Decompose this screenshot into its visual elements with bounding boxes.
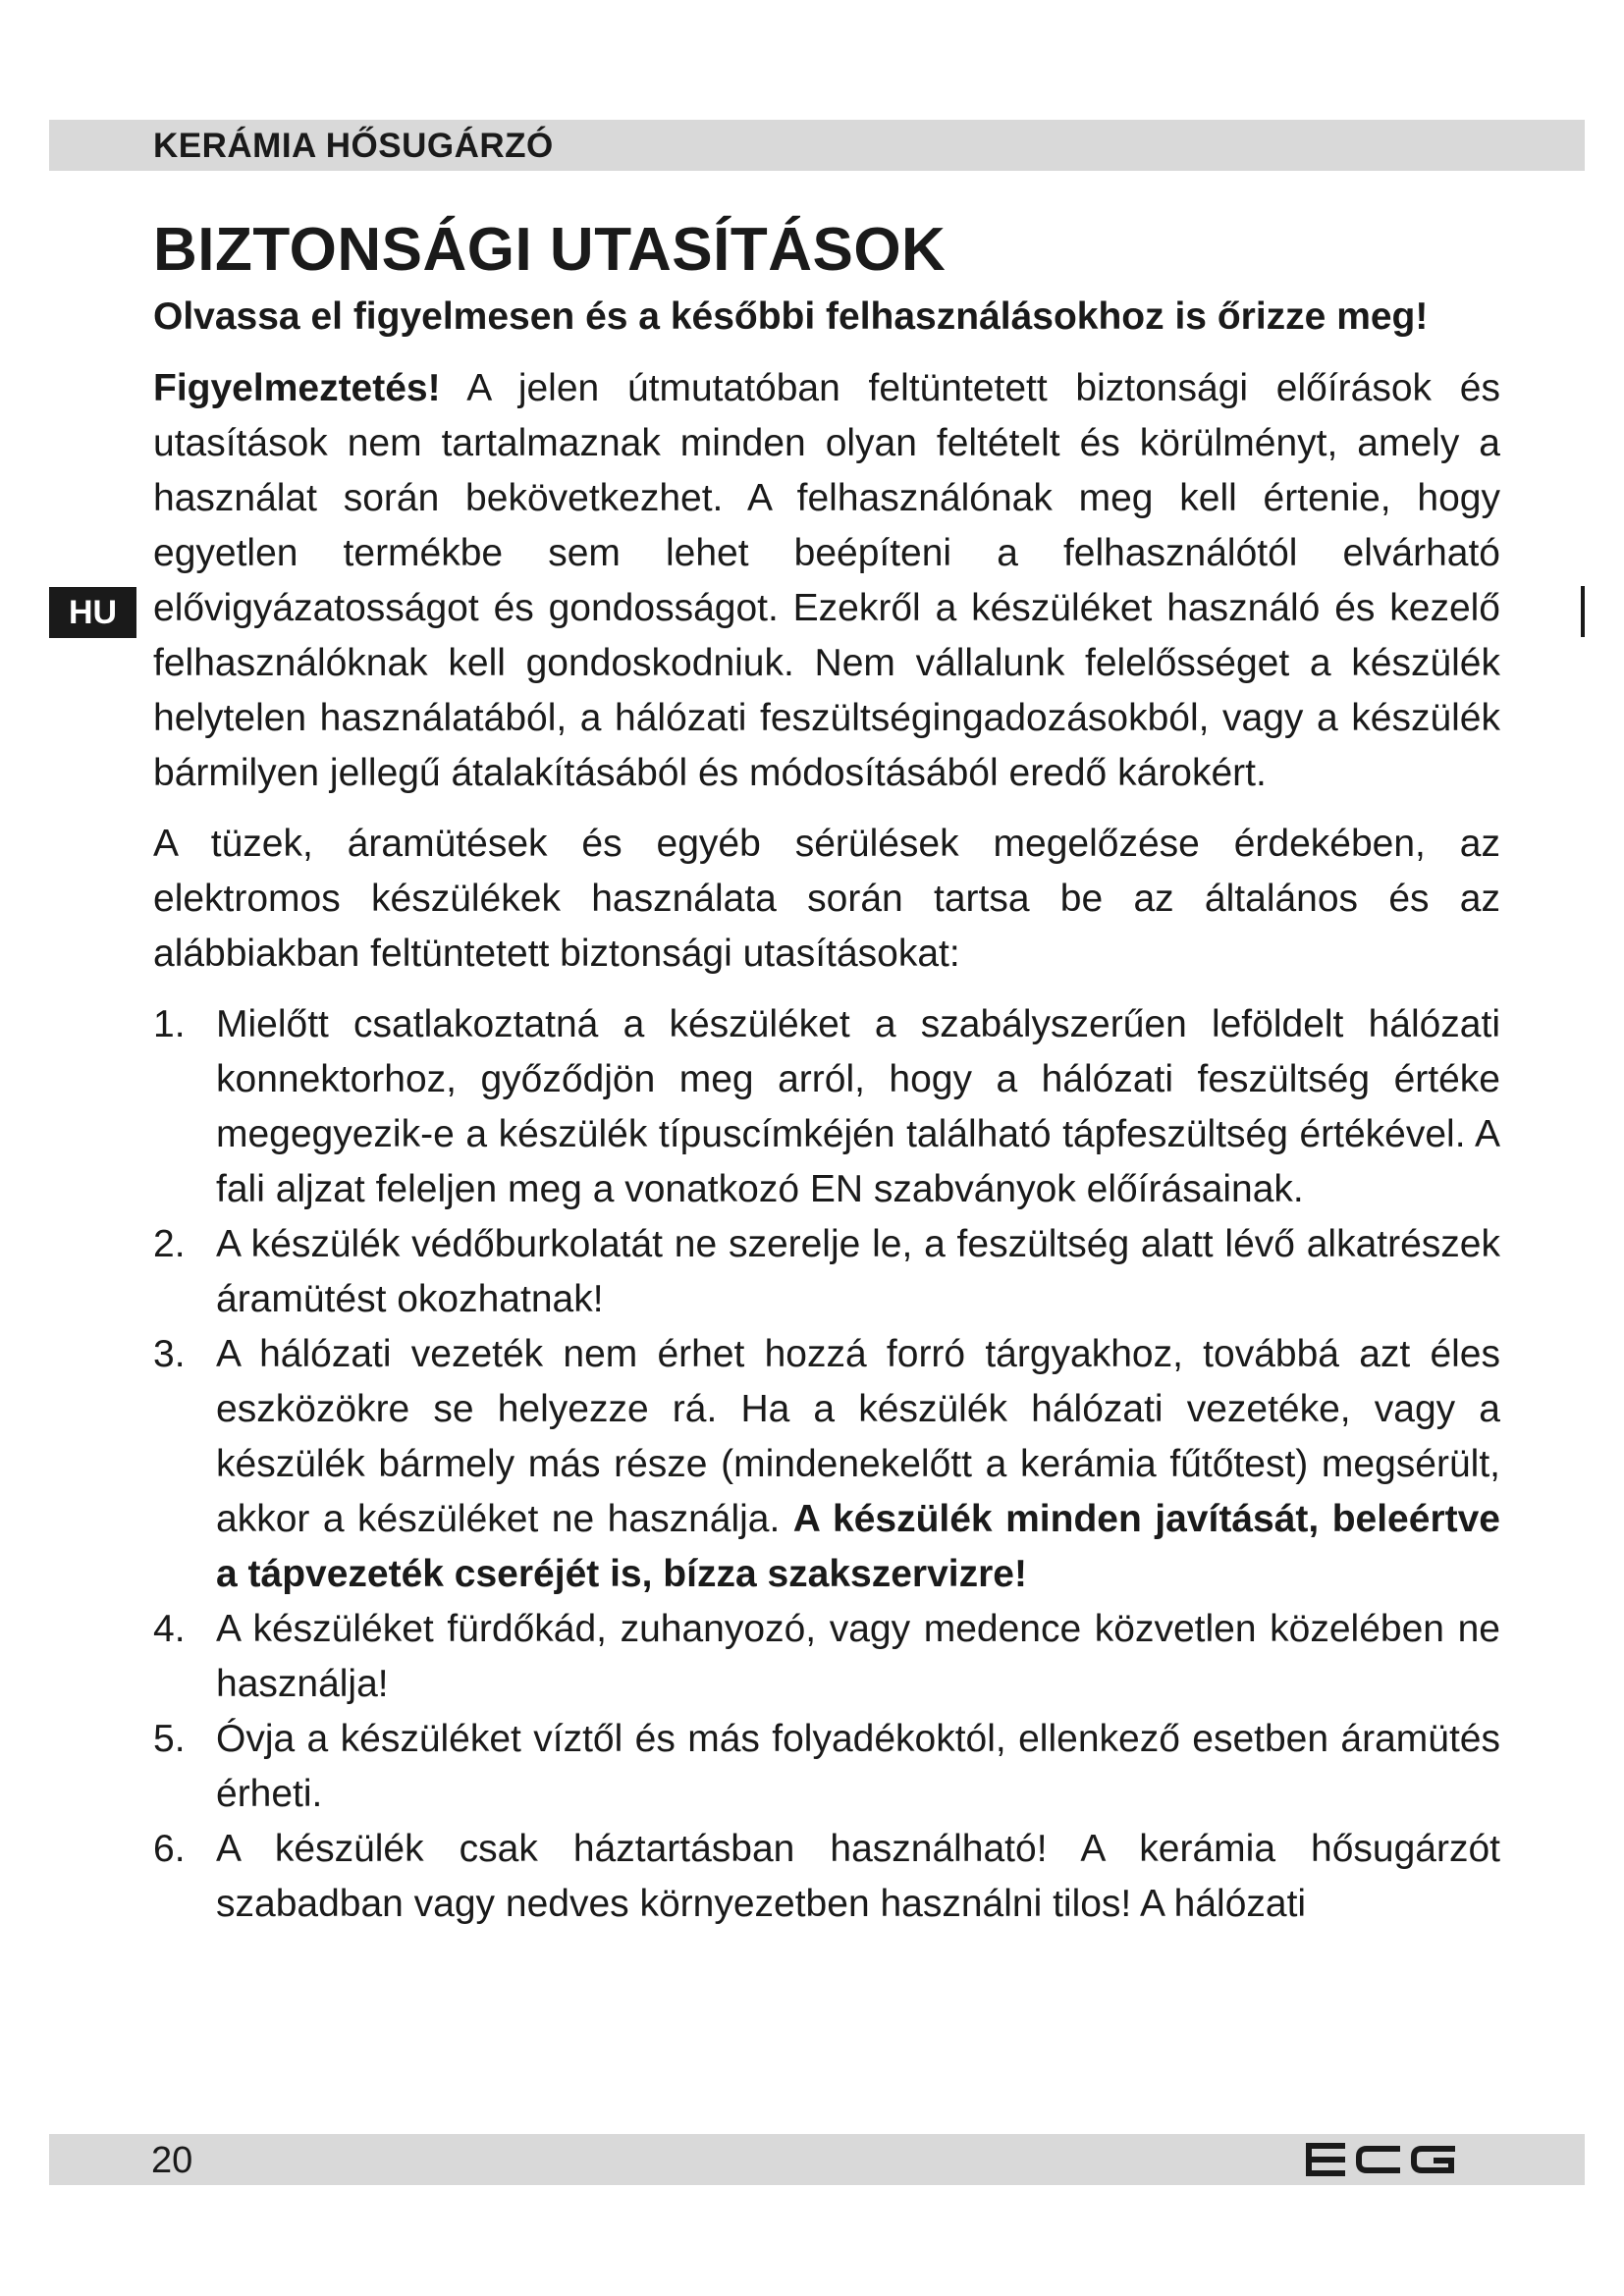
list-item	[153, 1217, 1500, 1327]
warning-label: Figyelmeztetés!	[153, 367, 441, 409]
margin-marker	[1581, 586, 1585, 637]
main-content	[153, 216, 1500, 1932]
list-item	[153, 1712, 1500, 1822]
intro-paragraph: A tüzek, áramütések és egyéb sérülések megelőzése érdekében, az elektromos készülékek használata során tartsa be az általános és az alábbiakban feltüntetett biztonsági utasításokat:	[153, 823, 1500, 975]
item-number: 4.	[153, 1608, 186, 1650]
list-item	[153, 1602, 1500, 1712]
item-text: Óvja a készüléket víztől és más folyadékoktól, ellenkező esetben áramütés érheti.	[216, 1718, 1500, 1815]
list-item	[153, 1327, 1500, 1602]
page-title: BIZTONSÁGI UTASÍTÁSOK	[153, 216, 947, 284]
item-text: A hálózati vezeték nem érhet hozzá forró tárgyakhoz, továbbá azt éles eszközökre se helyezze rá. Ha a készülék hálózati vezetéke, vagy a készülék bármely más része (mindenekelőtt a kerámia fűtőtest) megsérült, akkor a készüléket ne használja.	[216, 1333, 1500, 1540]
item-text: A készülék csak háztartásban használható! A kerámia hősugárzót szabadban vagy nedves környezetben használni tilos! A hálózati	[216, 1828, 1500, 1925]
item-number: 2.	[153, 1223, 186, 1265]
safety-rules-list	[153, 997, 1500, 1932]
item-text: A készülék védőburkolatát ne szerelje le, a feszültség alatt lévő alkatrészek áramütést okozhatnak!	[216, 1223, 1500, 1320]
header-title: KERÁMIA HŐSUGÁRZÓ	[153, 127, 554, 165]
item-number: 6.	[153, 1828, 186, 1870]
item-number: 3.	[153, 1333, 186, 1375]
item-text: A készüléket fürdőkád, zuhanyozó, vagy medence közvetlen közelében ne használja!	[216, 1608, 1500, 1705]
item-text: Mielőtt csatlakoztatná a készüléket a szabályszerűen leföldelt hálózati konnektorhoz, győződjön meg arról, hogy a hálózati feszültség értéke megegyezik-e a készülék típuscímkéjén található tápfeszültség értékével. A fali aljzat feleljen meg a vonatkozó EN szabványok előírásainak.	[216, 1003, 1500, 1210]
page-number: 20	[151, 2140, 193, 2181]
ecg-logo	[1302, 2139, 1459, 2180]
item-number: 5.	[153, 1718, 186, 1760]
item-number: 1.	[153, 1003, 186, 1045]
footer-bar	[49, 2134, 1585, 2185]
warning-paragraph	[153, 361, 1500, 801]
warning-text: A jelen útmutatóban feltüntetett biztonsági előírások és utasítások nem tartalmaznak minden olyan feltételt és körülményt, amely a használat során bekövetkezhet. A felhasználónak meg kell értenie, hogy egyetlen termékbe sem lehet beépíteni a felhasználótól elvárható elővigyázatosságot és gondosságot. Ezekről a készüléket használó és kezelő felhasználóknak kell gondoskodniuk. Nem vállalunk felelősséget a készülék helytelen használatából, a hálózati feszültségingadozásokból, vagy a készülék bármilyen jellegű átalakításából és módosításából eredő károkért.	[153, 367, 1500, 794]
language-tab: HU	[49, 587, 136, 638]
list-item	[153, 997, 1500, 1217]
subtitle: Olvassa el figyelmesen és a későbbi felhasználásokhoz is őrizze meg!	[153, 295, 1429, 338]
item-bold-text: A készülék minden javítását, beleértve a tápvezeték cseréjét is, bízza szakszervizre!	[216, 1498, 1500, 1595]
list-item	[153, 1822, 1500, 1932]
header-bar	[49, 120, 1585, 171]
